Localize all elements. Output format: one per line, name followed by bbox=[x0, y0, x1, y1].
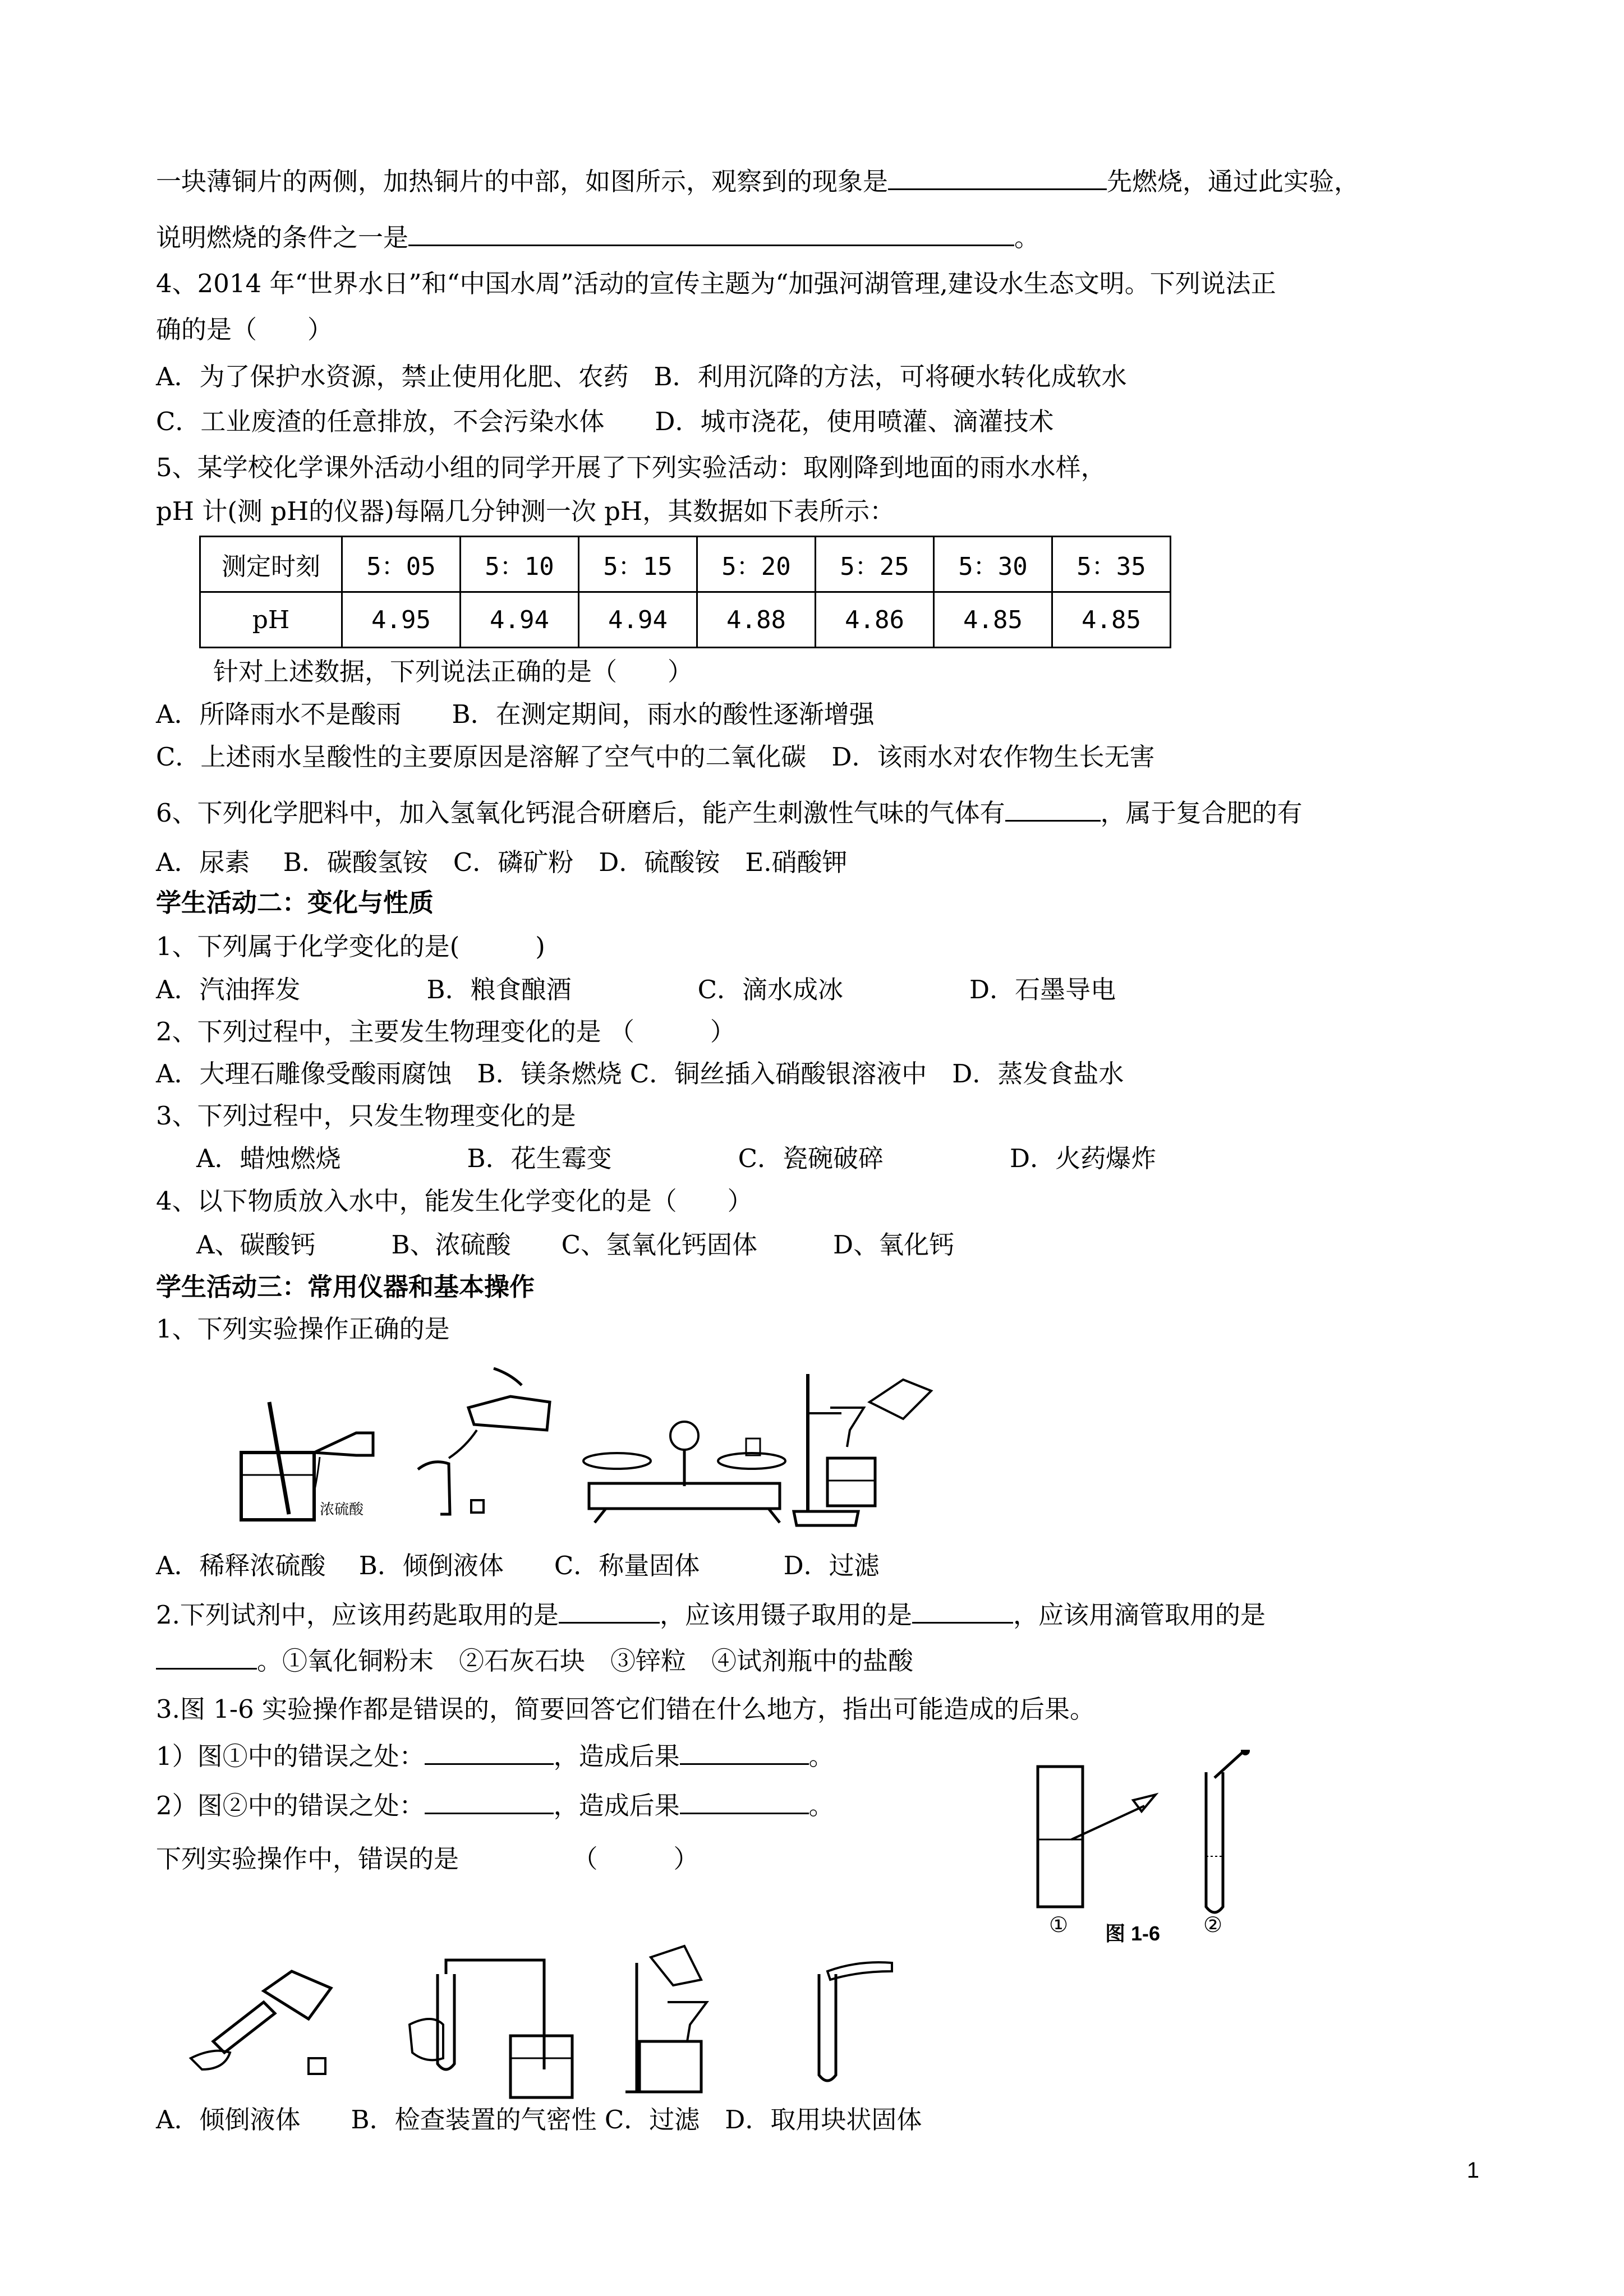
answer-blank[interactable] bbox=[425, 1739, 554, 1765]
table-cell: 4.94 bbox=[579, 592, 697, 648]
section3-title: 学生活动三：常用仪器和基本操作 bbox=[156, 1272, 535, 1302]
table-cell: 4.88 bbox=[697, 592, 816, 648]
q3-cont-line1 bbox=[156, 164, 1359, 199]
figure-caption: 图 1-6 bbox=[1105, 1922, 1161, 1945]
q4-options-cd: C．工业废渣的任意排放，不会污染水体 D．城市浇花，使用喷灌、滴灌技术 bbox=[156, 407, 1054, 436]
answer-blank[interactable] bbox=[559, 1597, 660, 1624]
answer-blank[interactable] bbox=[680, 1739, 809, 1765]
figure-label-1: ① bbox=[1049, 1912, 1069, 1935]
s3-q3-2 bbox=[156, 1788, 834, 1823]
s3-q3: 3.图 1-6 实验操作都是错误的，简要回答它们错在什么地方，指出可能造成的后果。 bbox=[156, 1694, 1096, 1724]
figure-bottom-pour bbox=[180, 1957, 348, 2103]
q6-stem bbox=[156, 795, 1303, 830]
s2-q1: 1、下列属于化学变化的是( ) bbox=[156, 932, 545, 961]
table-cell: 5：35 bbox=[1052, 537, 1171, 592]
table-cell: 5：30 bbox=[934, 537, 1052, 592]
q3-cont-line2 bbox=[156, 220, 1039, 255]
s3-q2-line2 bbox=[156, 1643, 913, 1678]
q5-options-cd: C．上述雨水呈酸性的主要原因是溶解了空气中的二氧化碳 D．该雨水对农作物生长无害 bbox=[156, 742, 1155, 772]
q6-options: A．尿素 B．碳酸氢铵 C．磷矿粉 D．硫酸铵 E.硝酸钾 bbox=[156, 847, 848, 877]
s3-q3-1 bbox=[156, 1739, 834, 1773]
figure-pour-liquid bbox=[410, 1363, 572, 1520]
table-header-ph: pH bbox=[200, 592, 342, 648]
s3-q1: 1、下列实验操作正确的是 bbox=[156, 1314, 450, 1344]
table-cell: 5：25 bbox=[816, 537, 934, 592]
q5-question: 针对上述数据，下列说法正确的是（ ） bbox=[213, 657, 693, 686]
q3-line1-text-a: 一块薄铜片的两侧，加热铜片的中部，如图所示，观察到的现象是 bbox=[156, 167, 889, 196]
figure-bottom-solid bbox=[808, 1957, 903, 2092]
s2-q4: 4、以下物质放入水中，能发生化学变化的是（ ） bbox=[156, 1186, 753, 1216]
s2-q4-options: A、碳酸钙 B、浓硫酸 C、氢氧化钙固体 D、氧化钙 bbox=[196, 1230, 955, 1260]
s3-q2-line1 bbox=[156, 1597, 1266, 1632]
s3-q3-2-text-c: 。 bbox=[808, 1791, 834, 1820]
q4-options-ab: A．为了保护水资源，禁止使用化肥、农药 B．利用沉降的方法，可将硬水转化成软水 bbox=[156, 362, 1127, 391]
answer-blank[interactable] bbox=[1005, 795, 1101, 822]
s3-q3-2-text-a: 2）图②中的错误之处： bbox=[156, 1791, 425, 1820]
q3-line1-text-b: 先燃烧，通过此实验， bbox=[1107, 167, 1360, 196]
figure-bottom-filtration bbox=[623, 1940, 763, 2103]
s3-q3-1-text-c: 。 bbox=[808, 1741, 834, 1771]
s2-q1-options: A．汽油挥发 B．粮食酿酒 C．滴水成冰 D．石墨导电 bbox=[156, 975, 1116, 1004]
s2-q3-options: A．蜡烛燃烧 B．花生霉变 C．瓷碗破碎 D．火药爆炸 bbox=[196, 1144, 1157, 1173]
answer-blank[interactable] bbox=[408, 220, 1014, 246]
figure-dilute-acid bbox=[236, 1391, 381, 1525]
answer-blank[interactable] bbox=[912, 1597, 1013, 1624]
figure-balance bbox=[572, 1413, 802, 1525]
s3-q2-text-b: ，应该用镊子取用的是 bbox=[659, 1600, 912, 1630]
q3-line2-text-a: 说明燃烧的条件之一是 bbox=[156, 223, 409, 252]
q4-stem-line1: 4、2014 年“世界水日”和“中国水周”活动的宣传主题为“加强河湖管理,建设水生态文明。下列说法正 bbox=[156, 269, 1276, 298]
q5-stem-line1: 5、某学校化学课外活动小组的同学开展了下列实验活动：取刚降到地面的雨水水样， bbox=[156, 453, 1106, 482]
s3-q1-options: A．稀释浓硫酸 B．倾倒液体 C．称量固体 D．过滤 bbox=[156, 1551, 880, 1580]
s3-q3-2-text-b: ，造成后果 bbox=[553, 1791, 680, 1820]
s3-q2-text-d: 。①氧化铜粉末 ②石灰石块 ③锌粒 ④试剂瓶中的盐酸 bbox=[257, 1646, 914, 1676]
table-cell: 4.94 bbox=[461, 592, 579, 648]
figure-1-6 bbox=[1021, 1750, 1273, 1935]
q6-stem-text-b: ，属于复合肥的有 bbox=[1100, 798, 1303, 828]
q4-stem-line2: 确的是（ ） bbox=[156, 315, 333, 344]
table-row bbox=[200, 537, 1171, 592]
answer-blank[interactable] bbox=[680, 1788, 809, 1814]
table-row bbox=[200, 592, 1171, 648]
q5-stem-line2: pH 计(测 pH的仪器)每隔几分钟测一次 pH，其数据如下表所示： bbox=[156, 496, 895, 526]
table-cell: 4.85 bbox=[1052, 592, 1171, 648]
ph-data-table bbox=[199, 536, 1171, 648]
table-cell: 5：10 bbox=[461, 537, 579, 592]
table-cell: 5：05 bbox=[342, 537, 461, 592]
s2-q3: 3、下列过程中，只发生物理变化的是 bbox=[156, 1101, 576, 1131]
s2-q2-options: A．大理石雕像受酸雨腐蚀 B．镁条燃烧 C．铜丝插入硝酸银溶液中 D．蒸发食盐水 bbox=[156, 1059, 1124, 1089]
q5-options-ab: A．所降雨水不是酸雨 B．在测定期间，雨水的酸性逐渐增强 bbox=[156, 699, 875, 729]
figure-bottom-airtight bbox=[398, 1952, 583, 2103]
answer-blank[interactable] bbox=[888, 164, 1107, 190]
table-header-time: 测定时刻 bbox=[200, 537, 342, 592]
s3-q3-1-text-b: ，造成后果 bbox=[553, 1741, 680, 1771]
table-cell: 5：15 bbox=[579, 537, 697, 592]
figure-filtration bbox=[791, 1368, 942, 1531]
s3-q2-text-a: 2.下列试剂中，应该用药匙取用的是 bbox=[156, 1600, 559, 1630]
q3-line2-text-b: 。 bbox=[1014, 223, 1040, 252]
s3-q3-1-text-a: 1）图①中的错误之处： bbox=[156, 1741, 425, 1771]
s2-q2: 2、下列过程中，主要发生物理变化的是 （ ） bbox=[156, 1017, 735, 1046]
page-number: 1 bbox=[1466, 2158, 1479, 2183]
s3-q4: 下列实验操作中，错误的是 （ ） bbox=[156, 1844, 699, 1874]
answer-blank[interactable] bbox=[425, 1788, 554, 1814]
s3-q2-text-c: ，应该用滴管取用的是 bbox=[1013, 1600, 1266, 1630]
table-cell: 4.86 bbox=[816, 592, 934, 648]
table-cell: 4.95 bbox=[342, 592, 461, 648]
table-cell: 5：20 bbox=[697, 537, 816, 592]
figure-label-2: ② bbox=[1203, 1912, 1223, 1935]
q6-stem-text-a: 6、下列化学肥料中，加入氢氧化钙混合研磨后，能产生刺激性气味的气体有 bbox=[156, 798, 1005, 828]
s3-q4-options: A．倾倒液体 B．检查装置的气密性 C．过滤 D．取用块状固体 bbox=[156, 2105, 922, 2134]
section2-title: 学生活动二：变化与性质 bbox=[156, 888, 434, 918]
figure-label-acid: 浓硫酸 bbox=[320, 1501, 364, 1518]
table-cell: 4.85 bbox=[934, 592, 1052, 648]
answer-blank[interactable] bbox=[156, 1643, 257, 1670]
